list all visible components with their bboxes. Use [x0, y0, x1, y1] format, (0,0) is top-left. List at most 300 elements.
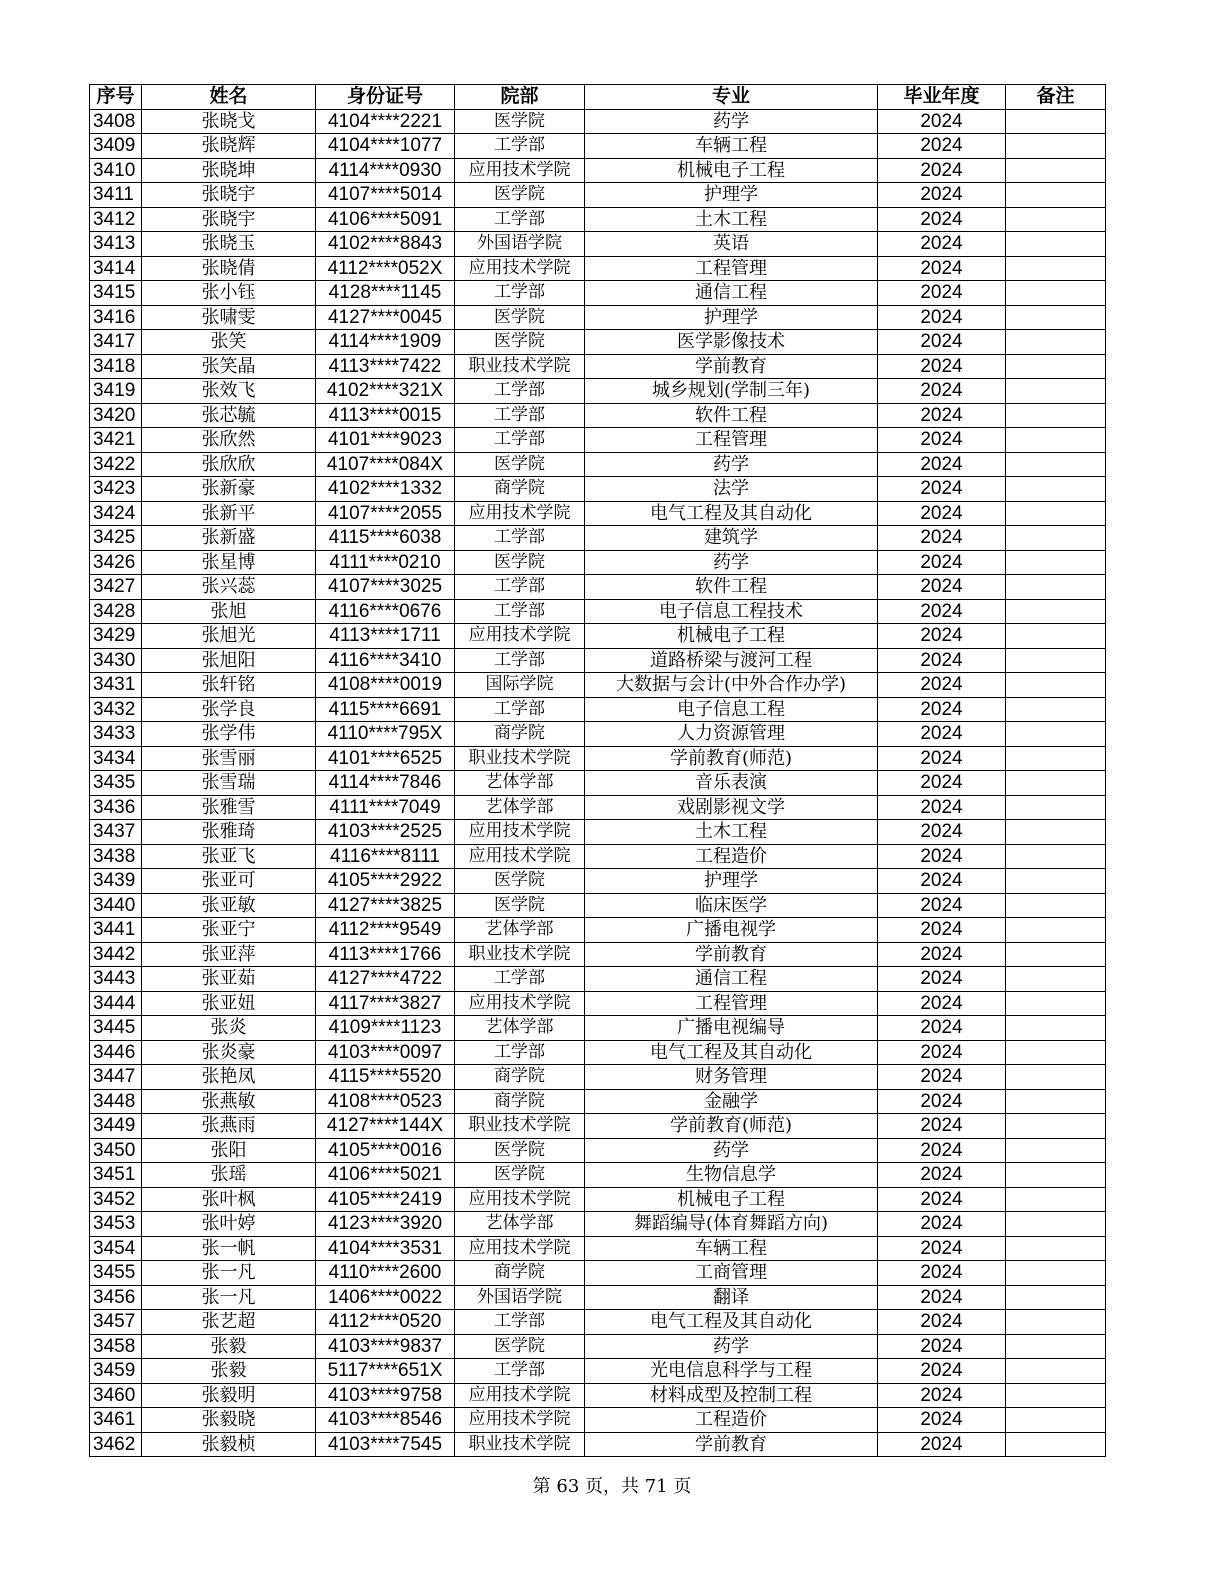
cell-department: 工学部 — [455, 575, 585, 600]
table-row — [90, 1408, 1106, 1433]
table-row — [90, 109, 1106, 134]
cell-seq: 3460 — [90, 1383, 142, 1408]
cell-department: 医学院 — [455, 305, 585, 330]
cell-department: 工学部 — [455, 207, 585, 232]
cell-id-number: 4105****2922 — [316, 869, 455, 894]
cell-major: 医学影像技术 — [585, 330, 878, 355]
cell-department: 艺体学部 — [455, 771, 585, 796]
cell-major: 大数据与会计(中外合作办学) — [585, 673, 878, 698]
cell-grad-year: 2024 — [878, 1383, 1006, 1408]
cell-grad-year: 2024 — [878, 526, 1006, 551]
cell-remarks — [1006, 158, 1106, 183]
cell-seq: 3408 — [90, 109, 142, 134]
cell-name: 张小钰 — [142, 281, 316, 306]
cell-department: 艺体学部 — [455, 795, 585, 820]
cell-major: 土木工程 — [585, 207, 878, 232]
cell-remarks — [1006, 844, 1106, 869]
cell-seq: 3410 — [90, 158, 142, 183]
cell-grad-year: 2024 — [878, 305, 1006, 330]
cell-grad-year: 2024 — [878, 1016, 1006, 1041]
cell-name: 张艳凤 — [142, 1065, 316, 1090]
cell-remarks — [1006, 305, 1106, 330]
cell-department: 艺体学部 — [455, 918, 585, 943]
cell-grad-year: 2024 — [878, 844, 1006, 869]
cell-seq: 3420 — [90, 403, 142, 428]
cell-major: 法学 — [585, 477, 878, 502]
cell-major: 机械电子工程 — [585, 1187, 878, 1212]
cell-grad-year: 2024 — [878, 158, 1006, 183]
cell-name: 张亚萍 — [142, 942, 316, 967]
cell-department: 应用技术学院 — [455, 991, 585, 1016]
cell-grad-year: 2024 — [878, 1285, 1006, 1310]
cell-major: 音乐表演 — [585, 771, 878, 796]
cell-name: 张亚茹 — [142, 967, 316, 992]
cell-department: 医学院 — [455, 869, 585, 894]
cell-seq: 3455 — [90, 1261, 142, 1286]
cell-name: 张欣欣 — [142, 452, 316, 477]
table-row — [90, 452, 1106, 477]
cell-seq: 3427 — [90, 575, 142, 600]
cell-name: 张晓倩 — [142, 256, 316, 281]
cell-grad-year: 2024 — [878, 697, 1006, 722]
table-row — [90, 550, 1106, 575]
cell-id-number: 4127****144X — [316, 1114, 455, 1139]
table-row — [90, 795, 1106, 820]
cell-remarks — [1006, 477, 1106, 502]
cell-seq: 3461 — [90, 1408, 142, 1433]
cell-name: 张一帆 — [142, 1236, 316, 1261]
cell-remarks — [1006, 1212, 1106, 1237]
cell-grad-year: 2024 — [878, 183, 1006, 208]
header-major: 专业 — [585, 85, 878, 110]
table-row — [90, 1212, 1106, 1237]
cell-major: 电气工程及其自动化 — [585, 501, 878, 526]
cell-id-number: 4127****4722 — [316, 967, 455, 992]
cell-major: 广播电视学 — [585, 918, 878, 943]
cell-remarks — [1006, 134, 1106, 159]
cell-seq: 3445 — [90, 1016, 142, 1041]
cell-name: 张雅琦 — [142, 820, 316, 845]
cell-remarks — [1006, 281, 1106, 306]
cell-name: 张亚敏 — [142, 893, 316, 918]
table-row — [90, 746, 1106, 771]
cell-major: 药学 — [585, 550, 878, 575]
cell-seq: 3459 — [90, 1359, 142, 1384]
cell-major: 广播电视编导 — [585, 1016, 878, 1041]
cell-major: 城乡规划(学制三年) — [585, 379, 878, 404]
header-department: 院部 — [455, 85, 585, 110]
cell-grad-year: 2024 — [878, 893, 1006, 918]
cell-id-number: 4112****9549 — [316, 918, 455, 943]
cell-seq: 3438 — [90, 844, 142, 869]
cell-name: 张学良 — [142, 697, 316, 722]
header-id-number: 身份证号 — [316, 85, 455, 110]
cell-name: 张雪瑞 — [142, 771, 316, 796]
cell-name: 张叶婷 — [142, 1212, 316, 1237]
cell-remarks — [1006, 1285, 1106, 1310]
cell-grad-year: 2024 — [878, 354, 1006, 379]
cell-name: 张旭 — [142, 599, 316, 624]
cell-remarks — [1006, 1432, 1106, 1457]
cell-id-number: 4102****321X — [316, 379, 455, 404]
cell-seq: 3462 — [90, 1432, 142, 1457]
cell-seq: 3425 — [90, 526, 142, 551]
cell-major: 工商管理 — [585, 1261, 878, 1286]
table-row — [90, 1187, 1106, 1212]
cell-grad-year: 2024 — [878, 1040, 1006, 1065]
cell-id-number: 4103****9758 — [316, 1383, 455, 1408]
cell-name: 张晓戈 — [142, 109, 316, 134]
cell-department: 应用技术学院 — [455, 624, 585, 649]
cell-department: 医学院 — [455, 550, 585, 575]
table-row — [90, 1236, 1106, 1261]
cell-department: 商学院 — [455, 1089, 585, 1114]
cell-remarks — [1006, 1114, 1106, 1139]
cell-major: 英语 — [585, 232, 878, 257]
cell-name: 张毅 — [142, 1359, 316, 1384]
table-row — [90, 256, 1106, 281]
cell-id-number: 4103****8546 — [316, 1408, 455, 1433]
cell-remarks — [1006, 1016, 1106, 1041]
table-row — [90, 1383, 1106, 1408]
cell-remarks — [1006, 991, 1106, 1016]
table-row — [90, 330, 1106, 355]
cell-remarks — [1006, 820, 1106, 845]
cell-name: 张轩铭 — [142, 673, 316, 698]
cell-grad-year: 2024 — [878, 918, 1006, 943]
cell-grad-year: 2024 — [878, 256, 1006, 281]
cell-remarks — [1006, 918, 1106, 943]
cell-major: 工程管理 — [585, 428, 878, 453]
cell-id-number: 4117****3827 — [316, 991, 455, 1016]
table-row — [90, 599, 1106, 624]
cell-remarks — [1006, 1334, 1106, 1359]
cell-grad-year: 2024 — [878, 1310, 1006, 1335]
cell-seq: 3449 — [90, 1114, 142, 1139]
cell-seq: 3422 — [90, 452, 142, 477]
cell-grad-year: 2024 — [878, 501, 1006, 526]
cell-grad-year: 2024 — [878, 379, 1006, 404]
cell-name: 张新平 — [142, 501, 316, 526]
cell-id-number: 4102****1332 — [316, 477, 455, 502]
cell-id-number: 4104****2221 — [316, 109, 455, 134]
cell-grad-year: 2024 — [878, 1334, 1006, 1359]
cell-remarks — [1006, 1383, 1106, 1408]
cell-department: 医学院 — [455, 109, 585, 134]
cell-remarks — [1006, 575, 1106, 600]
cell-remarks — [1006, 624, 1106, 649]
cell-seq: 3440 — [90, 893, 142, 918]
cell-id-number: 4107****3025 — [316, 575, 455, 600]
cell-remarks — [1006, 673, 1106, 698]
cell-id-number: 4103****0097 — [316, 1040, 455, 1065]
cell-department: 外国语学院 — [455, 232, 585, 257]
cell-seq: 3426 — [90, 550, 142, 575]
table-row — [90, 1040, 1106, 1065]
cell-major: 财务管理 — [585, 1065, 878, 1090]
cell-seq: 3454 — [90, 1236, 142, 1261]
cell-department: 职业技术学院 — [455, 942, 585, 967]
cell-id-number: 4105****0016 — [316, 1138, 455, 1163]
cell-seq: 3458 — [90, 1334, 142, 1359]
cell-major: 戏剧影视文学 — [585, 795, 878, 820]
cell-id-number: 4102****8843 — [316, 232, 455, 257]
table-row — [90, 624, 1106, 649]
cell-id-number: 4128****1145 — [316, 281, 455, 306]
table-row — [90, 844, 1106, 869]
cell-department: 商学院 — [455, 1065, 585, 1090]
cell-major: 护理学 — [585, 183, 878, 208]
table-row — [90, 305, 1106, 330]
cell-grad-year: 2024 — [878, 1163, 1006, 1188]
cell-name: 张亚妞 — [142, 991, 316, 1016]
cell-grad-year: 2024 — [878, 795, 1006, 820]
cell-id-number: 4114****1909 — [316, 330, 455, 355]
table-row — [90, 967, 1106, 992]
cell-department: 医学院 — [455, 1138, 585, 1163]
cell-id-number: 4127****3825 — [316, 893, 455, 918]
cell-remarks — [1006, 1065, 1106, 1090]
cell-seq: 3439 — [90, 869, 142, 894]
cell-id-number: 4115****6691 — [316, 697, 455, 722]
table-row — [90, 1065, 1106, 1090]
cell-name: 张炎豪 — [142, 1040, 316, 1065]
cell-major: 翻译 — [585, 1285, 878, 1310]
cell-department: 应用技术学院 — [455, 158, 585, 183]
cell-id-number: 4116****3410 — [316, 648, 455, 673]
cell-name: 张亚宁 — [142, 918, 316, 943]
cell-grad-year: 2024 — [878, 1432, 1006, 1457]
cell-major: 学前教育 — [585, 354, 878, 379]
cell-grad-year: 2024 — [878, 207, 1006, 232]
cell-major: 电子信息工程 — [585, 697, 878, 722]
cell-remarks — [1006, 869, 1106, 894]
cell-grad-year: 2024 — [878, 1261, 1006, 1286]
cell-id-number: 4123****3920 — [316, 1212, 455, 1237]
cell-major: 人力资源管理 — [585, 722, 878, 747]
cell-id-number: 4112****052X — [316, 256, 455, 281]
cell-grad-year: 2024 — [878, 1408, 1006, 1433]
cell-grad-year: 2024 — [878, 477, 1006, 502]
cell-id-number: 4103****2525 — [316, 820, 455, 845]
cell-grad-year: 2024 — [878, 550, 1006, 575]
cell-department: 应用技术学院 — [455, 1408, 585, 1433]
cell-department: 应用技术学院 — [455, 1383, 585, 1408]
cell-remarks — [1006, 795, 1106, 820]
table-row — [90, 575, 1106, 600]
cell-department: 工学部 — [455, 379, 585, 404]
cell-major: 学前教育(师范) — [585, 1114, 878, 1139]
cell-grad-year: 2024 — [878, 428, 1006, 453]
cell-department: 应用技术学院 — [455, 256, 585, 281]
table-row — [90, 183, 1106, 208]
cell-seq: 3457 — [90, 1310, 142, 1335]
cell-major: 学前教育(师范) — [585, 746, 878, 771]
cell-major: 工程管理 — [585, 256, 878, 281]
table-row — [90, 1016, 1106, 1041]
table-row — [90, 771, 1106, 796]
graduate-table — [89, 84, 1106, 1457]
cell-grad-year: 2024 — [878, 967, 1006, 992]
cell-major: 光电信息科学与工程 — [585, 1359, 878, 1384]
cell-id-number: 4111****0210 — [316, 550, 455, 575]
cell-grad-year: 2024 — [878, 624, 1006, 649]
cell-major: 机械电子工程 — [585, 624, 878, 649]
cell-id-number: 4101****6525 — [316, 746, 455, 771]
cell-grad-year: 2024 — [878, 232, 1006, 257]
cell-id-number: 4108****0019 — [316, 673, 455, 698]
cell-name: 张芯毓 — [142, 403, 316, 428]
cell-grad-year: 2024 — [878, 1359, 1006, 1384]
cell-grad-year: 2024 — [878, 1114, 1006, 1139]
cell-remarks — [1006, 207, 1106, 232]
cell-seq: 3431 — [90, 673, 142, 698]
cell-remarks — [1006, 403, 1106, 428]
cell-department: 应用技术学院 — [455, 501, 585, 526]
cell-name: 张叶枫 — [142, 1187, 316, 1212]
cell-id-number: 4103****9837 — [316, 1334, 455, 1359]
cell-id-number: 4115****6038 — [316, 526, 455, 551]
cell-id-number: 4116****8111 — [316, 844, 455, 869]
cell-name: 张笑晶 — [142, 354, 316, 379]
cell-department: 工学部 — [455, 648, 585, 673]
cell-remarks — [1006, 1163, 1106, 1188]
cell-major: 金融学 — [585, 1089, 878, 1114]
cell-id-number: 4107****2055 — [316, 501, 455, 526]
table-row — [90, 1114, 1106, 1139]
cell-remarks — [1006, 452, 1106, 477]
cell-name: 张新豪 — [142, 477, 316, 502]
cell-seq: 3452 — [90, 1187, 142, 1212]
cell-id-number: 4114****7846 — [316, 771, 455, 796]
cell-id-number: 4114****0930 — [316, 158, 455, 183]
cell-seq: 3456 — [90, 1285, 142, 1310]
cell-major: 药学 — [585, 1138, 878, 1163]
cell-grad-year: 2024 — [878, 1138, 1006, 1163]
cell-remarks — [1006, 428, 1106, 453]
cell-department: 职业技术学院 — [455, 354, 585, 379]
cell-major: 护理学 — [585, 305, 878, 330]
table-row — [90, 1310, 1106, 1335]
cell-major: 药学 — [585, 1334, 878, 1359]
cell-id-number: 4110****795X — [316, 722, 455, 747]
cell-id-number: 4113****7422 — [316, 354, 455, 379]
cell-seq: 3424 — [90, 501, 142, 526]
table-row — [90, 722, 1106, 747]
cell-name: 张阳 — [142, 1138, 316, 1163]
table-row — [90, 1089, 1106, 1114]
cell-name: 张晓坤 — [142, 158, 316, 183]
cell-name: 张燕敏 — [142, 1089, 316, 1114]
cell-seq: 3423 — [90, 477, 142, 502]
cell-department: 应用技术学院 — [455, 1236, 585, 1261]
cell-seq: 3428 — [90, 599, 142, 624]
cell-seq: 3421 — [90, 428, 142, 453]
cell-department: 职业技术学院 — [455, 1114, 585, 1139]
cell-seq: 3436 — [90, 795, 142, 820]
cell-id-number: 4107****5014 — [316, 183, 455, 208]
cell-id-number: 4111****7049 — [316, 795, 455, 820]
cell-department: 工学部 — [455, 281, 585, 306]
cell-remarks — [1006, 109, 1106, 134]
cell-remarks — [1006, 232, 1106, 257]
cell-id-number: 4104****3531 — [316, 1236, 455, 1261]
cell-remarks — [1006, 1089, 1106, 1114]
cell-major: 临床医学 — [585, 893, 878, 918]
cell-department: 商学院 — [455, 1261, 585, 1286]
cell-seq: 3412 — [90, 207, 142, 232]
cell-department: 医学院 — [455, 893, 585, 918]
header-name: 姓名 — [142, 85, 316, 110]
cell-remarks — [1006, 1138, 1106, 1163]
cell-grad-year: 2024 — [878, 722, 1006, 747]
table-body — [90, 109, 1106, 1457]
cell-department: 工学部 — [455, 403, 585, 428]
cell-name: 张晓宇 — [142, 183, 316, 208]
cell-name: 张亚可 — [142, 869, 316, 894]
cell-remarks — [1006, 330, 1106, 355]
cell-department: 工学部 — [455, 526, 585, 551]
cell-grad-year: 2024 — [878, 452, 1006, 477]
page-number: 第 63 页，共 71 页 — [532, 1476, 692, 1497]
cell-grad-year: 2024 — [878, 599, 1006, 624]
cell-seq: 3432 — [90, 697, 142, 722]
cell-major: 学前教育 — [585, 1432, 878, 1457]
table-row — [90, 1359, 1106, 1384]
cell-seq: 3413 — [90, 232, 142, 257]
cell-grad-year: 2024 — [878, 820, 1006, 845]
cell-id-number: 4106****5091 — [316, 207, 455, 232]
cell-id-number: 5117****651X — [316, 1359, 455, 1384]
table-row — [90, 869, 1106, 894]
table-row — [90, 526, 1106, 551]
cell-department: 工学部 — [455, 134, 585, 159]
table-row — [90, 1138, 1106, 1163]
cell-seq: 3418 — [90, 354, 142, 379]
cell-seq: 3409 — [90, 134, 142, 159]
cell-name: 张瑶 — [142, 1163, 316, 1188]
cell-seq: 3429 — [90, 624, 142, 649]
cell-major: 电气工程及其自动化 — [585, 1310, 878, 1335]
cell-seq: 3451 — [90, 1163, 142, 1188]
cell-remarks — [1006, 771, 1106, 796]
cell-major: 车辆工程 — [585, 134, 878, 159]
header-seq: 序号 — [90, 85, 142, 110]
cell-name: 张艺超 — [142, 1310, 316, 1335]
cell-department: 工学部 — [455, 428, 585, 453]
table-row — [90, 918, 1106, 943]
table-row — [90, 991, 1106, 1016]
cell-major: 学前教育 — [585, 942, 878, 967]
cell-remarks — [1006, 648, 1106, 673]
cell-seq: 3434 — [90, 746, 142, 771]
cell-remarks — [1006, 722, 1106, 747]
cell-id-number: 4113****0015 — [316, 403, 455, 428]
table-row — [90, 1334, 1106, 1359]
header-row — [90, 85, 1106, 110]
cell-remarks — [1006, 599, 1106, 624]
cell-name: 张效飞 — [142, 379, 316, 404]
cell-grad-year: 2024 — [878, 991, 1006, 1016]
cell-id-number: 4108****0523 — [316, 1089, 455, 1114]
cell-major: 工程造价 — [585, 1408, 878, 1433]
cell-id-number: 4127****0045 — [316, 305, 455, 330]
cell-major: 电子信息工程技术 — [585, 599, 878, 624]
cell-seq: 3448 — [90, 1089, 142, 1114]
cell-remarks — [1006, 501, 1106, 526]
cell-major: 通信工程 — [585, 281, 878, 306]
cell-grad-year: 2024 — [878, 134, 1006, 159]
